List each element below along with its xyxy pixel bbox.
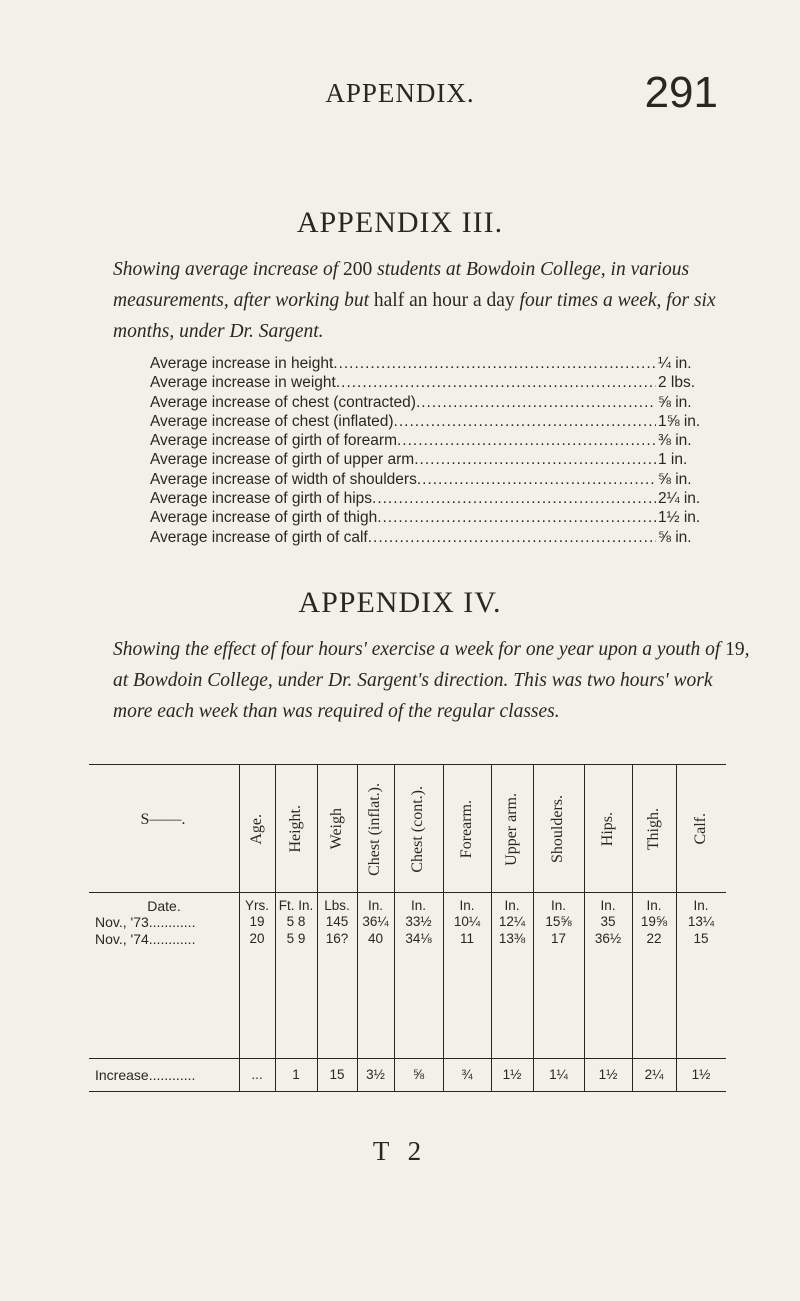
increase-label-text: Increase	[95, 1067, 149, 1083]
table-cell: 1½	[691, 1067, 711, 1082]
column-header-text: Shoulders.	[549, 795, 567, 863]
measurement-value: 1 in.	[658, 451, 688, 469]
table-cell: 19⅝	[640, 914, 668, 929]
table-cell: 11	[459, 931, 474, 946]
table-cell: 13⅜	[498, 931, 526, 946]
measurement-label: Average increase in height	[150, 355, 334, 372]
measurement-row	[150, 528, 720, 547]
measurement-label: Average increase of width of shoulders	[150, 470, 417, 488]
table-cell: 5 9	[286, 931, 306, 946]
caption-segment: Showing average increase of	[113, 259, 343, 280]
measurement-row	[150, 508, 720, 527]
column-header	[239, 769, 275, 889]
leader-dots	[377, 508, 656, 527]
leader-dots	[336, 373, 656, 392]
table-cell: In.	[693, 898, 709, 913]
column-header-text: Age.	[247, 813, 265, 845]
measurement-row	[150, 354, 720, 373]
leader-dots	[368, 528, 656, 547]
table-cell: In.	[504, 898, 520, 913]
measurement-row	[150, 393, 720, 412]
table-cell: 33½	[405, 914, 432, 929]
column-header	[394, 769, 443, 889]
column-header	[533, 769, 584, 889]
row-rule	[89, 892, 726, 893]
measurement-row	[150, 412, 720, 431]
page-number: 291	[644, 68, 718, 117]
caption-segment: Showing the effect of four hours' exercise a week for one year upon a youth of	[113, 639, 726, 660]
column-header-text: Weigh	[327, 808, 345, 850]
table-cell: 145	[325, 914, 349, 929]
table-cell: 1½	[598, 1067, 618, 1082]
row-rule	[89, 1058, 726, 1059]
leader-dots	[149, 914, 196, 930]
table-cell: In.	[550, 898, 566, 913]
measurement-value: 2¼ in.	[658, 490, 701, 508]
table-cell: 16?	[325, 931, 349, 946]
measurement-label: Average increase in weight	[150, 374, 336, 392]
leader-dots	[149, 1067, 196, 1083]
running-title: APPENDIX.	[325, 78, 475, 108]
measurement-row	[150, 470, 720, 489]
column-header	[317, 769, 357, 889]
table-cell: 19	[249, 914, 265, 929]
column-header-text: Chest (cont.).	[409, 785, 427, 873]
measurement-label: Average increase of chest (inflated)	[150, 412, 394, 430]
appendix-4-caption	[113, 634, 753, 727]
table-cell: 15⅝	[545, 914, 572, 929]
leader-dots	[397, 431, 656, 450]
measurement-label: Average increase of girth of hips	[150, 490, 373, 508]
table-cell: 1¼	[549, 1067, 568, 1082]
leader-dots	[416, 393, 656, 412]
table-cell: 40	[367, 931, 384, 946]
table-cell: 13¼	[687, 914, 715, 929]
measurement-value: ⅝ in.	[658, 393, 692, 411]
column-header	[632, 769, 676, 889]
table-cell: Yrs.	[244, 898, 269, 913]
table-cell: In.	[646, 898, 662, 913]
column-header	[443, 769, 491, 889]
column-header	[491, 769, 533, 889]
measurement-value: 1⅝ in.	[658, 412, 701, 430]
appendix-3-caption	[113, 254, 753, 347]
caption-segment: 19	[725, 639, 745, 660]
caption-segment: , at Bowdoin College, under Dr. Sargent's direction. This was two hours' work more each week than was required of the regular classes.	[113, 639, 750, 722]
table-cell: 12¼	[498, 914, 526, 929]
measurement-value: ¼ in.	[658, 355, 692, 372]
row-label-text: Nov., '73	[95, 914, 149, 930]
appendix-3-measurement-list	[150, 354, 720, 547]
column-header	[275, 769, 317, 889]
column-header-text: Height.	[286, 805, 304, 853]
running-head	[0, 68, 800, 128]
column-header-text: Hips.	[598, 811, 616, 847]
table-cell: In.	[600, 898, 616, 913]
measurement-value: ⅜ in.	[658, 432, 692, 450]
column-header	[357, 769, 394, 889]
measurement-value: ⅝ in.	[658, 470, 692, 488]
table-cell: Lbs.	[324, 898, 350, 913]
table-cell: 1	[292, 1067, 300, 1082]
table-cell: 15	[693, 931, 709, 946]
measurement-row	[150, 489, 720, 508]
caption-segment: students at Bowdoin College, in various measurements, after working but	[113, 259, 690, 311]
table-cell: 36¼	[362, 914, 389, 929]
column-header-text: Upper arm.	[502, 792, 520, 866]
table-cell: ¾	[461, 1067, 473, 1082]
row-label	[95, 914, 195, 930]
leader-dots	[414, 450, 656, 469]
appendix-4-title: APPENDIX IV.	[298, 586, 502, 619]
table-cell: 1½	[502, 1067, 522, 1082]
column-header	[584, 769, 632, 889]
column-header-text: Calf.	[691, 813, 709, 845]
table-cell: ⅝	[412, 1067, 425, 1082]
table-cell: In.	[367, 898, 383, 913]
column-header-text: Chest (inflat.).	[366, 782, 384, 876]
leader-dots	[417, 470, 656, 489]
units-label: Date.	[147, 898, 181, 914]
table-cell: 35	[600, 914, 616, 929]
caption-segment: four times a week, for six months, under Dr. Sargent.	[113, 290, 716, 342]
table-cell: ...	[251, 1067, 263, 1082]
increase-label	[95, 1067, 195, 1083]
table-cell: 5 8	[286, 914, 306, 929]
measurement-label: Average increase of girth of forearm	[150, 432, 397, 450]
table-cell: In.	[459, 898, 475, 913]
table-cell: 2¼	[644, 1067, 664, 1082]
leader-dots	[333, 354, 656, 373]
column-header-text: Forearm.	[457, 799, 475, 859]
measurement-label: Average increase of girth of upper arm	[150, 451, 415, 469]
table-cell: 34⅛	[405, 931, 432, 946]
appendix-3-title: APPENDIX III.	[296, 206, 504, 239]
table-cell: 15	[329, 1067, 345, 1082]
table-cell: 22	[646, 931, 662, 946]
measurement-value: 1½ in.	[658, 509, 701, 527]
leader-dots	[372, 489, 656, 508]
caption-segment: half an hour a day	[373, 290, 515, 311]
leader-dots	[149, 931, 196, 947]
signature-mark: T 2	[372, 1136, 428, 1166]
table-cell: 3½	[366, 1067, 385, 1082]
table-cell: In.	[410, 898, 426, 913]
measurement-row	[150, 431, 720, 450]
measurement-row	[150, 373, 720, 392]
appendix-4-table	[89, 764, 726, 1092]
measurement-row	[150, 450, 720, 469]
measurement-value: ⅝ in.	[658, 528, 692, 546]
leader-dots	[394, 412, 656, 431]
row-label	[95, 931, 195, 947]
table-cell: 10¼	[453, 914, 481, 929]
column-header	[676, 769, 726, 889]
table-cell: 20	[249, 931, 265, 946]
table-stub-header: S——.	[140, 811, 186, 828]
column-header-text: Thigh.	[644, 807, 662, 851]
measurement-label: Average increase of chest (contracted)	[150, 393, 416, 411]
row-label-text: Nov., '74	[95, 931, 149, 947]
measurement-label: Average increase of girth of thigh	[150, 509, 378, 527]
measurement-label: Average increase of girth of calf	[150, 528, 368, 546]
table-cell: 17	[550, 931, 567, 946]
measurement-value: 2 lbs.	[658, 374, 696, 392]
caption-segment: 200	[342, 259, 373, 280]
table-cell: 36½	[594, 931, 622, 946]
table-cell: Ft. In.	[278, 898, 314, 913]
